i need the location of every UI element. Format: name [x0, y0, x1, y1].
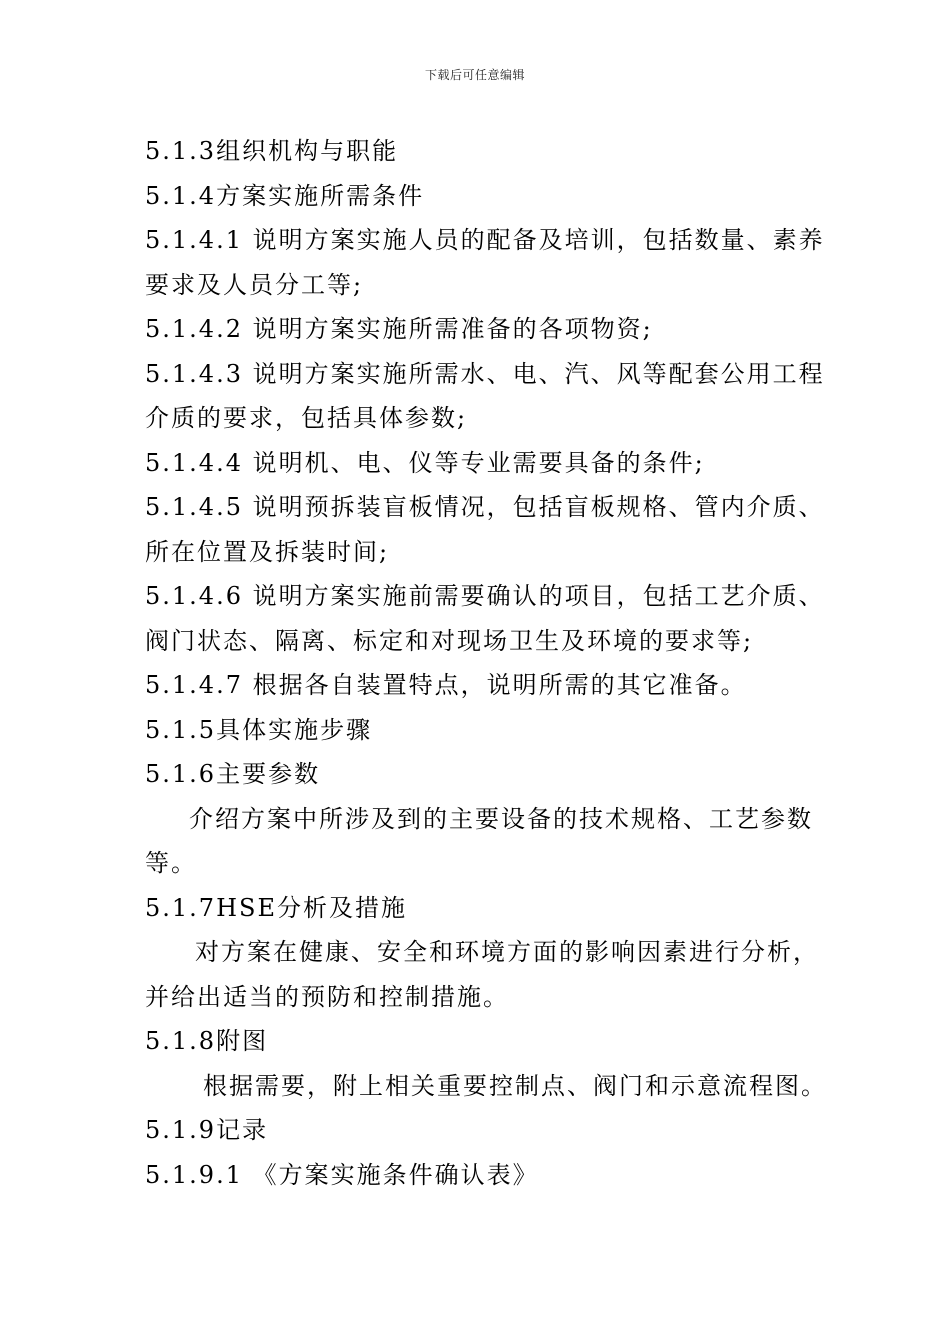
document-body	[145, 129, 827, 1197]
heading-5-1-7: 5.1.7HSE分析及措施	[145, 893, 407, 922]
item-5-1-4-4: 5.1.4.4 说明机、电、仪等专业需要具备的条件;	[145, 448, 705, 477]
item-5-1-4-6: 5.1.4.6 说明方案实施前需要确认的项目，包括工艺介质、	[145, 582, 825, 610]
heading-5-1-3: 5.1.3组织机构与职能	[145, 137, 399, 165]
paragraph-5-1-8: 根据需要，附上相关重要控制点、阀门和示意流程图。	[203, 1071, 827, 1100]
paragraph-5-1-6-cont: 等。	[145, 849, 197, 877]
paragraph-5-1-7-cont: 并给出适当的预防和控制措施。	[145, 982, 509, 1011]
item-5-1-9-1: 5.1.9.1 《方案实施条件确认表》	[145, 1160, 539, 1189]
heading-5-1-8: 5.1.8附图	[145, 1027, 269, 1055]
heading-5-1-9: 5.1.9记录	[145, 1116, 269, 1144]
item-5-1-4-5-cont: 所在位置及拆装时间;	[145, 537, 390, 566]
item-5-1-4-7: 5.1.4.7 根据各自装置特点，说明所需的其它准备。	[145, 671, 747, 699]
heading-5-1-5: 5.1.5具体实施步骤	[145, 715, 373, 744]
paragraph-5-1-6: 介绍方案中所涉及到的主要设备的技术规格、工艺参数	[189, 804, 813, 833]
item-5-1-4-2: 5.1.4.2 说明方案实施所需准备的各项物资;	[145, 315, 653, 343]
heading-5-1-4: 5.1.4方案实施所需条件	[145, 181, 425, 210]
item-5-1-4-1: 5.1.4.1 说明方案实施人员的配备及培训，包括数量、素养	[145, 226, 825, 254]
item-5-1-4-1-cont: 要求及人员分工等;	[145, 270, 364, 299]
item-5-1-4-3: 5.1.4.3 说明方案实施所需水、电、汽、风等配套公用工程	[145, 359, 825, 388]
heading-5-1-6: 5.1.6主要参数	[145, 760, 321, 788]
paragraph-5-1-7: 对方案在健康、安全和环境方面的影响因素进行分析，	[195, 938, 819, 966]
item-5-1-4-6-cont: 阀门状态、隔离、标定和对现场卫生及环境的要求等;	[145, 626, 754, 655]
item-5-1-4-3-cont: 介质的要求，包括具体参数;	[145, 404, 468, 432]
item-5-1-4-5: 5.1.4.5 说明预拆装盲板情况，包括盲板规格、管内介质、	[145, 493, 825, 521]
header-note: 下载后可任意编辑	[424, 68, 525, 82]
